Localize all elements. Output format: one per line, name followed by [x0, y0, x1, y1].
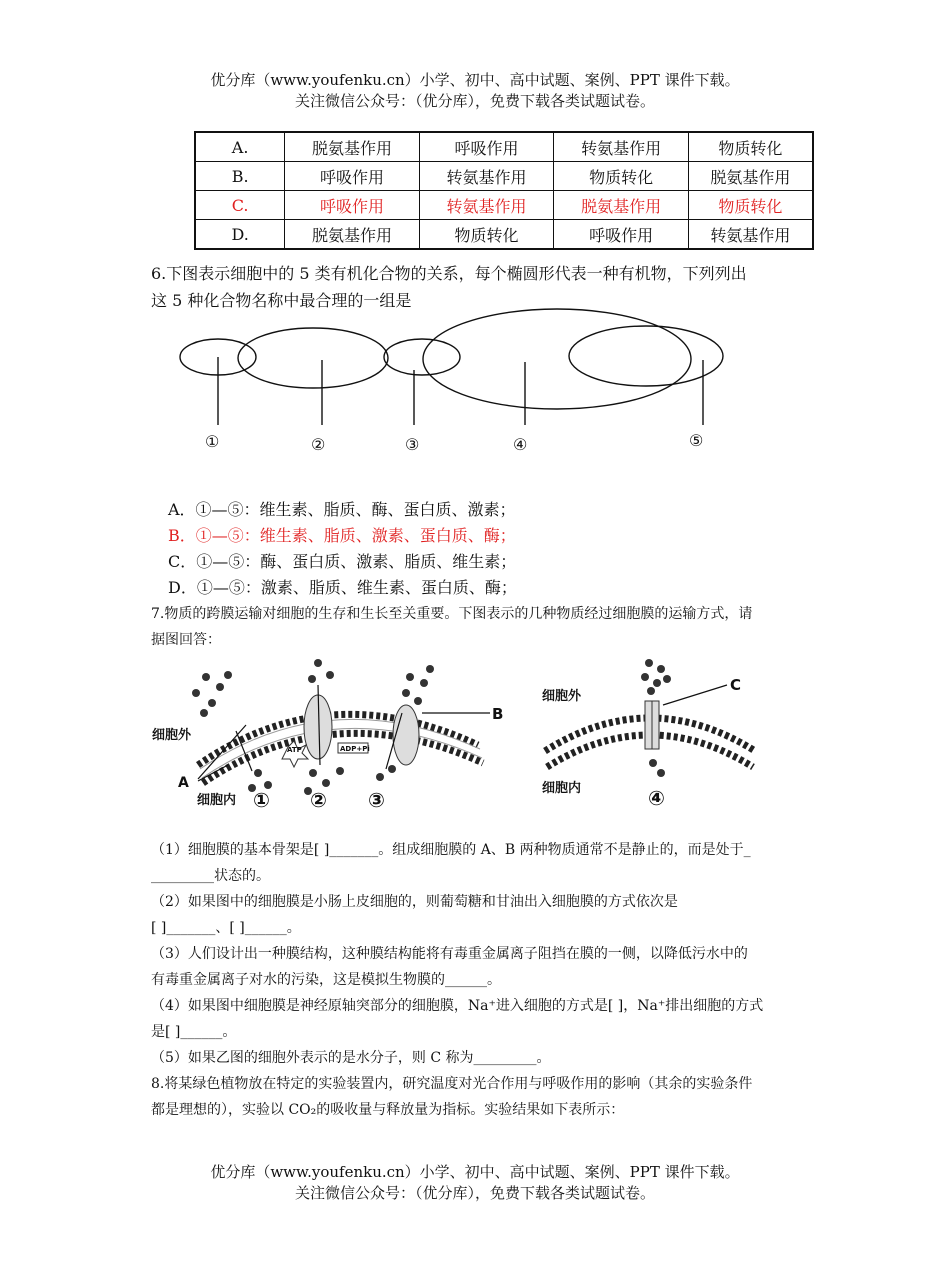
row-label: A.	[195, 132, 285, 162]
ellipse-label-5: ⑤	[689, 431, 704, 450]
ellipse-4	[423, 309, 691, 409]
q7-line-5: （3）人们设计出一种膜结构，这种膜结构能将有毒重金属离子阻挡在膜的一侧，以降低污水中的	[151, 946, 748, 962]
q6-option-d: D．①—⑤：激素、脂质、维生素、蛋白质、酶；	[168, 578, 517, 597]
q7-line-4: [ ]_______、[ ]______。	[151, 920, 301, 936]
answer-table	[194, 131, 814, 250]
header-line-1: 优分库（www.youfenku.cn）小学、初中、高中试题、案例、PPT 课件下载。	[210, 71, 740, 89]
transport-num-4: ④	[648, 786, 665, 810]
ellipse-5	[569, 326, 723, 386]
row-label: C.	[195, 191, 285, 220]
table-cell: 转氨基作用	[554, 132, 689, 162]
label-c: C	[730, 676, 742, 694]
q6-option-c: C．①—⑤：酶、蛋白质、激素、脂质、维生素；	[168, 552, 517, 571]
table-cell: 转氨基作用	[419, 191, 554, 220]
q7-line-7: （4）如果图中细胞膜是神经原轴突部分的细胞膜，Na⁺进入细胞的方式是[ ]，Na⁺排出细胞的方式	[151, 998, 764, 1014]
table-cell: 物质转化	[419, 220, 554, 250]
table-cell: 呼吸作用	[554, 220, 689, 250]
table-cell: 物质转化	[688, 191, 813, 220]
header-line-2: 关注微信公众号：（优分库），免费下载各类试题试卷。	[294, 92, 655, 110]
q7-stem-line-2: 据图回答：	[151, 632, 221, 648]
table-cell: 脱氨基作用	[285, 132, 420, 162]
ellipse-label-3: ③	[405, 435, 420, 454]
table-cell: 物质转化	[688, 132, 813, 162]
q7-line-3: （2）如果图中的细胞膜是小肠上皮细胞的，则葡萄糖和甘油出入细胞膜的方式依次是	[151, 894, 678, 910]
table-cell: 脱氨基作用	[554, 191, 689, 220]
page-header	[0, 70, 950, 112]
transport-num-1: ①	[253, 788, 270, 812]
ellipse-2	[238, 328, 388, 388]
ellipse-label-2: ②	[311, 435, 326, 454]
left-fig-outside-label: 细胞外	[152, 728, 192, 743]
carrier-protein	[393, 705, 419, 765]
page-footer	[0, 1162, 950, 1204]
ellipse-label-1: ①	[205, 432, 220, 451]
q6-stem-line-1: 6.下图表示细胞中的 5 类有机化合物的关系，每个椭圆形代表一种有机物，下列列出	[151, 264, 747, 283]
left-fig-inside-label: 细胞内	[197, 793, 237, 808]
table-cell: 呼吸作用	[285, 191, 420, 220]
q8-line-1: 8.将某绿色植物放在特定的实验装置内，研究温度对光合作用与呼吸作用的影响（其余的实验条件	[151, 1076, 753, 1092]
table-row	[195, 162, 813, 191]
adp-label: ADP+Pi	[340, 745, 370, 753]
q7-line-2: _________状态的。	[151, 868, 270, 884]
label-b: B	[492, 705, 504, 723]
table-cell: 物质转化	[554, 162, 689, 191]
q6-stem-line-2: 这 5 种化合物名称中最合理的一组是	[151, 291, 412, 310]
ellipse-label-4: ④	[513, 435, 528, 454]
footer-line-1: 优分库（www.youfenku.cn）小学、初中、高中试题、案例、PPT 课件下载。	[210, 1163, 740, 1181]
q7-line-8: 是[ ]______。	[151, 1024, 237, 1040]
table-row	[195, 220, 813, 250]
table-cell: 脱氨基作用	[688, 162, 813, 191]
label-a: A	[178, 775, 189, 791]
q7-stem-line-1: 7.物质的跨膜运输对细胞的生存和生长至关重要。下图表示的几种物质经过细胞膜的运输方式，请	[151, 606, 753, 622]
transport-num-3: ③	[368, 788, 385, 812]
table-cell: 脱氨基作用	[285, 220, 420, 250]
right-fig-outside-label: 细胞外	[542, 689, 582, 704]
table-row	[195, 132, 813, 162]
right-fig-inside-label: 细胞内	[542, 781, 582, 796]
table-cell: 呼吸作用	[419, 132, 554, 162]
table-row-highlighted	[195, 191, 813, 220]
q7-line-6: 有毒重金属离子对水的污染，这是模拟生物膜的______。	[151, 972, 501, 988]
q6-option-b: B．①—⑤：维生素、脂质、激素、蛋白质、酶；	[168, 526, 516, 545]
transport-num-2: ②	[310, 788, 327, 812]
row-label: B.	[195, 162, 285, 191]
footer-line-2: 关注微信公众号：（优分库），免费下载各类试题试卷。	[294, 1184, 655, 1202]
q6-option-a: A．①—⑤：维生素、脂质、酶、蛋白质、激素；	[168, 500, 516, 519]
row-label: D.	[195, 220, 285, 250]
table-cell: 转氨基作用	[419, 162, 554, 191]
atp-label: ATP	[287, 746, 302, 754]
table-cell: 呼吸作用	[285, 162, 420, 191]
q7-line-9: （5）如果乙图的细胞外表示的是水分子，则 C 称为_________。	[151, 1050, 551, 1066]
ellipse-3	[384, 339, 460, 375]
table-cell: 转氨基作用	[688, 220, 813, 250]
ellipse-1	[180, 339, 256, 375]
q8-line-2: 都是理想的），实验以 CO₂的吸收量与释放量为指标。实验结果如下表所示：	[151, 1102, 625, 1118]
q7-line-1: （1）细胞膜的基本骨架是[ ]_______。组成细胞膜的 A、B 两种物质通常不是静止的，而是处于_	[151, 842, 751, 858]
